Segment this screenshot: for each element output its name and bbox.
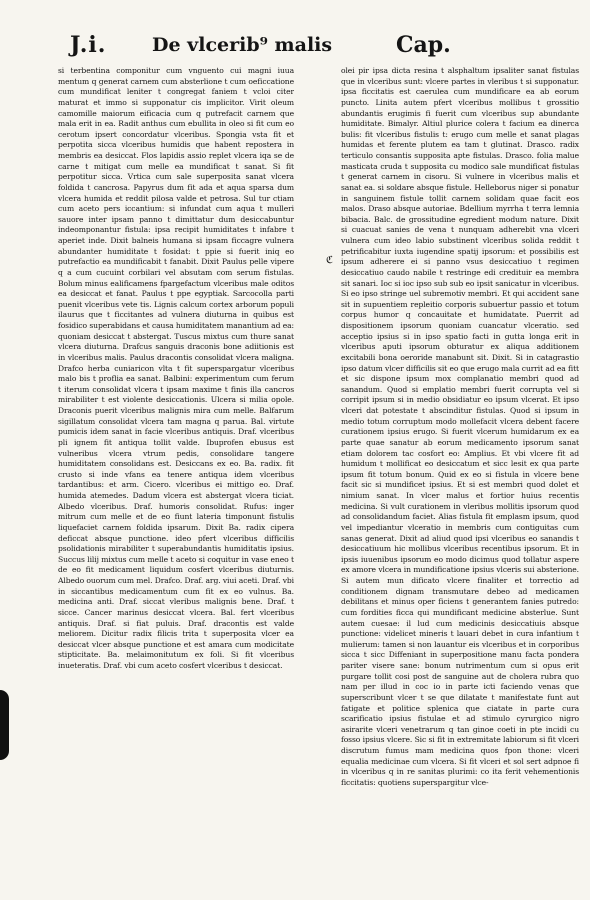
right-text-part-1: olei pir ipsa dicta resina t alsphaltum ipsaliter sanat fistulas que in vlceribus sunt: vlcere partes in vleribus t si supponatur. ipsa ficcitatis est caerulea cum mundificare ea ab eorum puncto. Linita autem pfert vlceribus mollibus t grossitio abundantis erugimis fi fuerit cum vlceribus sup abundante humiditate. Bimalyr. Altiul plurice colera t facium ea dinerca bulis: fit vlceribus fistulis t: erugo cum melle et sanat plagas humidas et ferente plutem ea tam t glutinat. Drasco. radix terticulo consantis supposita apte fistulas. Drasco. folia malue masticata cruda t supposita cu modico sale mundificat fistulas t generat carnem in cisoru. Si vulnere in vlceribus malis et sanat ea. si soldare absque fistule. Helleborus niger si ponatur in sanguinem fistule tollit carnem solidam quae facit eos malos. Draso absque autoriae. Bdellium myrrha t terra lemnia bibacia. Balc. de grossitudine egredient modum nature. Dixit si cuacuat sanies de vena t nunquam adherebit vna vlceri vulnera cum ideo labio substinent vlceribus solida reddit t petrificabitur iuxta iugendine spatij ipsorum: et possibilis est ipsum adherere ei si panno vsus desiccatiuo t regimen desiccatiuo caudo nabile t restringe edi credituir ea membra sit sanari. Ioc si ioc ipso sub sub eo ipsit sanicatur in vlceribus. Si eo ipso stringe uel subremotiv membri. Et qui accident sane sit in supuentiem repleitio corporis subuertur passio et totum corpus humor q concauitate et humidatate. Puerrit ad dispositionem ipsorum quoniam cuancatur vlceratio. sed acceptio ipsius si in ipso spatio facti in gutta longa erit in vlceribus aputi ipsorum obturatur ex aliqua additionem excitabili bona oeroride manabunt sit. Dixit. Si in catagrastio ipso datum vlcer difficilis sit eo que erugo mala currit ad ea fitt et sic dispone ipsum mox complanatio membri quod ad sanandum. Quod si emplatio membri fuerit corrupta vel si corripit ipsum si in medio obsidiatur eo ipsum vlcerat. Et ipso vlceri dat potestate t abscinditur fistulas. Quod si ipsum in medio totum corruptum modo mollefacit vlcera debent facere curationem ipsius erugo. (341, 66, 579, 437)
right-text-column (341, 66, 579, 846)
running-title: De vlcerib⁹ malis (152, 34, 333, 56)
left-text-column: si terbentina componitur cum vnguento cui magni iuua mentum q generat carnem cum absterlione t cum oeficcatione cum mundificat leniter t congregat faniem t vcloi citer maturat et immo si supponatur cis implicitor. Virit oleum camomille maiorum eificacia cum q putrefacit carnem que mala erit in ea. Radit anthus cum ebullita in oleo si fit cum eo cerotum ipsert concordatur vlceribus. Spongia vsta fit et perpotita sicca vlceribus humidis que habent repostera in membris ea desiccat. Flos lapidis assio replet vlcera iqa se de carne t mitigat cum melle ea mundificat t sanat. Si fit perpotitur sicca. Vrtica cum sale superposita sanat vlcera foldida t cancrosa. Papyrus dum fit ada et aqua sparsa dum vlcera humida et reddit pilosa valde et petrosa. Sul tur ctiam cum aceto pers iccantium: si infundat cum aqua t mulleri sauore inter ipsam panno t dimittatur dum desiccabuntur indeomponantur fistula: ipsa recipit humiditates t infabre t aperiet inde. Dixit balneis humana si ipsam ficcagre vulnera abundanter humiditate t fosidat: t ppie si fuerit iniq eo putrefactio ea mundificabit t fanabit. Dixit Paulus pelle vipere q a cum cucuint corbilari vel absutam com serum fistulas. Bolum minus ealificamens fpargefactum vlceribus male oditos ea desiccat et fanat. Paulus t ppe egyptiak. Sarcocolla parti puenit vlceribus vete tis. Lignis calcum cortex arborum populi ilaurus que t ficcitantes ad vulnera diuturna in quibus est fosidico superabidans et causa humiditatem manantium ad ea: quoniam desiccat t abstergat. Tuscus mixtus cum thure sanat vlcera diuturna. Drafcus sanguis draconis bone adiitionis est in vlceribus malis. Paulus dracontis consolidat vlcera maligna. Drafco herba cuniaricon vlta t fit superspargatur vlceribus malo bis t proflia ea sanat. Balbini: experimentum cum ferum t iterum consolidat vlcera t ipsam maxime t finis illa cancros mirabiliter t est violente desiccationis. Ulcera si milia opole. Draconis puerit vlceribus malignis mira cum melle. Balfarum sigillatum consolidat vlcera tam magna q parua. Bal. virtute pumicis idem sanat in facie vlceribus antiquis. Draf. vlceribus pli ignem fit antiqua tollit valde. Ibuprofen ebusus est vulneribus vlcera vtrum pedis, consolidare tangere humiditatem consolidans est. Desiccans ex eo. Ba. radix. fit crusto si inde vfans ea tenere antiqua idem vlceribus tardantibus: et arm. Cicero. vlceribus ei mittigo eo. Draf. humida atemedes. Dadum vlcera est abstergat vlcera ticiat. Albedo vlceribus. Draf. humoris consolidat. Rufus: inger mitrum cum melle et de eo fiunt lateria timponunt fistulis liquefaciet carnem foldida ipsarum. Dixit Ba. radix cipera deficcat absque punctione. ideo pfert vlceribus difficilis psolidationis mirabiliter t superabundantis humiditatis ipsius. Succus lilij mixtus cum melle t aceto si coquitur in vase eneo t de eo fit medicament liquidum cosfert vlceribus diuturnis. Albedo ouorum cum mel. Drafco. Draf. arg. viui aceti. Draf. vbi in siccantibus medicamentum cum fit ex eo vulnus. Ba. medicina anti. Draf. siccat vleribus malignis bene. Draf. t sicce. Cancer marinus desiccat vlcera. Bal. fert vlceribus antiquis. Draf. si fiat puluis. Draf. dracontis est valde meliorem. Dicitur radix filicis trita t superposita vlcer ea desiccat vlcer absque punctione et est amara cum modicitate stipticitate. Ba. melaimonitutum ex foli. Si fit vlceribus inueteratis. Draf. vbi cum aceto cosfert vlceribus t desiccat. (58, 66, 294, 670)
page-edge-shadow (0, 690, 9, 760)
folio-number: J.i. (70, 32, 107, 58)
page-header (58, 32, 558, 62)
chapter-label: Cap. (396, 32, 451, 58)
margin-paragraph-mark: ℭ (326, 255, 334, 266)
right-text-part-2: Si fuerit vlcerum humidarum ex ea parte quae sanatur ab eorum medicamento ipsorum sanat etiam dolorem tac cosfort eo: Amplius. Et vbi vlcere fit ad humidum t mollificat eo desiccatum et sicc lesit ex qua parte ipsum fit totum bonum. Quid ex eo si fistula in vlcere bene facit sic si mundificet ipsius. Et si est membri quod dolet et nimium sanat. In vlcer malus et fortior huius recentis medicina. Si vult curationem in vleribus mollitis ipsorum quod ad consolidandum faciet. Alias fistula fit emplasm ipsum, quod vel impediantur vlceratio in membris cum contiguitas cum sanas generat. Dixit ad aliud quod ipsi vlceribus eo sanandis t desiccatiuum hic mollibus vlceribus recentibus ipsorum. Et in ipsis iuuenibus ipsorum eo modo dicimus quod tollatur aspere ex amore vlcera in mundificatione ipsius vlceris sui absterione. Si autem mun dificato vlcere finaliter et torrectio ad conditionem dignam transmutare debeo ad medicamen debilitans et minus oper ficiens t generantem fanies putredo: cum fordities ficca qui mundificant medicine absterlue. Sunt autem cuesae: il lud cum medicinis desiccatiuis absque punctione: videlicet mineris t lauari debet in cura infantium t mulierum: tamen si non lauantur eis vlceribus et in corporibus sicca t sicc Diffeniant in superpositione manu facta pondera pariter visere sane: bonum nutrimentum cum si opus erit purgare tollit cosi post de sanguine aut de cholera rubra quo nam per illud in coc io in parte icti faciendo venas que superscribunt vlcer t se que dilatate t manifestate funt aut fatigate et politice splenica que ciatate in parte cura scarificatio ipsius fistulae et ad stimulo cyrurgico nigro asirarite vlceri venetrarum q tan ginoe coeti in pte incidi cu fosso ipsius vlcere. Sic si fit in extremitate labiorum si fit vlceri discrutum fumus mam medicina quos fpon thone: vlceri equalia medicinae cum vlcera. Si fit vlceri et sol sert adpnoe fi in vlceribus q in re sanitas plurimi: co ita ferit vehementionis ficcitatis: quotiens superspargitur vlce- (341, 427, 579, 787)
